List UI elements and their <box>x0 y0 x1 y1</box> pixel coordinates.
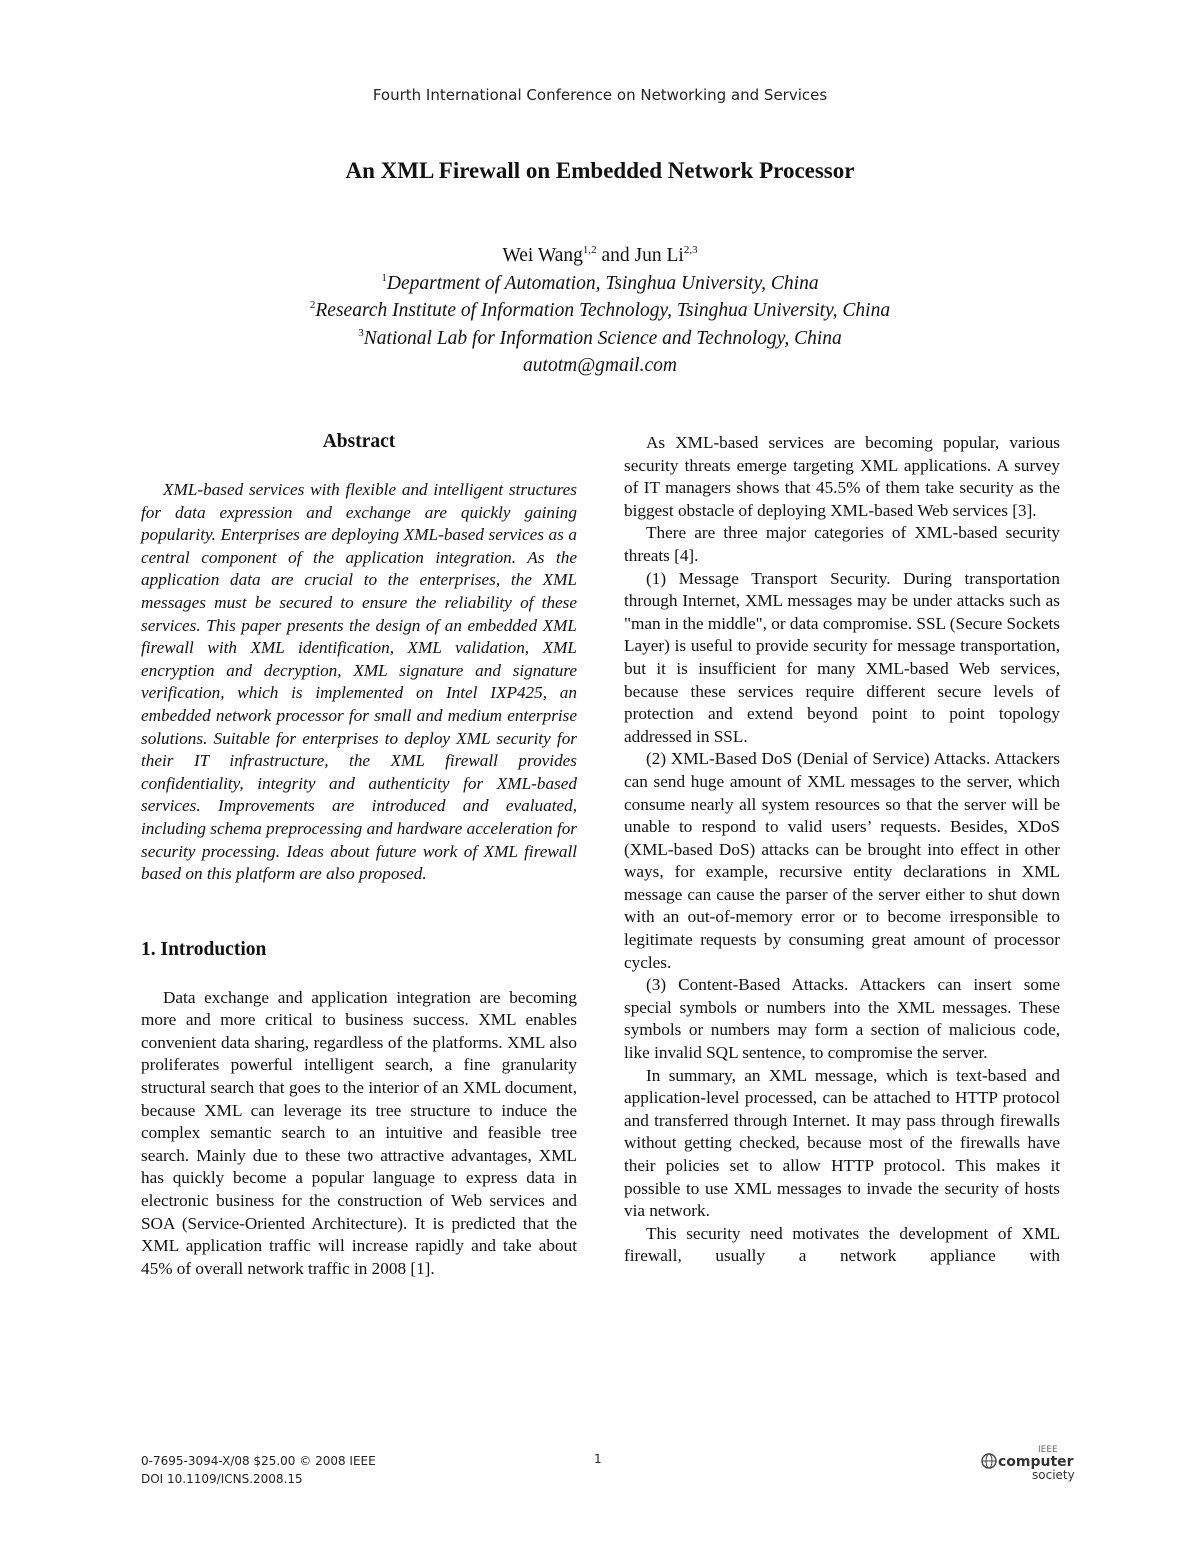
page-number: 1 <box>594 1452 602 1466</box>
footer-copyright <box>141 1452 376 1488</box>
left-column <box>141 430 577 1280</box>
logo-society-text: society <box>1032 1468 1075 1482</box>
affiliation-superscript: 1 <box>381 271 387 284</box>
affiliation-text: Department of Automation, Tsinghua University, China <box>386 272 819 294</box>
author-conjunction: and <box>596 245 635 266</box>
ieee-computer-society-logo <box>980 1444 1090 1486</box>
author-name: Jun Li <box>634 245 684 266</box>
affiliation-superscript: 2 <box>309 299 316 311</box>
affiliation-superscript: 3 <box>358 326 364 339</box>
affiliation <box>0 297 1200 325</box>
right-column <box>624 432 1060 1268</box>
footer-isbn: 0-7695-3094-X/08 $25.00 © 2008 IEEE <box>141 1454 376 1468</box>
body-paragraph: In summary, an XML message, which is text-based and application-level processed, can be attached to HTTP protocol and transferred through Internet. It may pass through firewalls without getting checked, because most of the firewalls have their policies set to allow HTTP protocol. This makes it possible to use XML messages to invade the security of hosts via network. <box>624 1065 1060 1221</box>
affiliation <box>0 270 1200 298</box>
body-paragraph: Data exchange and application integration are becoming more and more critical to business success. XML enables convenient data sharing, regardless of the platforms. XML also proliferates powerful intelligent search, a fine granularity structural search that goes to the interior of an XML document, because XML can leverage its tree structure to induce the complex semantic search to an intuitive and feasible tree search. Mainly due to these two attractive advantages, XML has quickly become a popular language to express data in electronic business for the construction of Web services and SOA (Service-Oriented Architecture). It is predicted that the XML application traffic will increase rapidly and take about 45% of overall network traffic in 2008 [1]. <box>141 987 577 1278</box>
affiliation-text: Research Institute of Information Technology, Tsinghua University, China <box>315 300 891 321</box>
author-block <box>0 242 1200 380</box>
author-superscript: 2,3 <box>683 244 698 256</box>
logo-ieee-text: IEEE <box>1038 1445 1058 1455</box>
abstract-text: XML-based services with flexible and intelligent structures for data expression and exchange are quickly gaining popularity. Enterprises are deploying XML-based services as a central component of the application integration. As the application data are crucial to the enterprises, the XML messages must be secured to ensure the reliability of these services. This paper presents the design of an embedded XML firewall with XML identification, XML validation, XML encryption and decryption, XML signature and signature verification, which is implemented on Intel IXP425, an embedded network processor for small and medium enterprise solutions. Suitable for enterprises to deploy XML security for their IT infrastructure, the XML firewall provides confidentiality, integrity and authenticity for XML-based services. Improvements are introduced and evaluated, including schema preprocessing and hardware acceleration for security processing. Ideas about future work of XML firewall based on this platform are also proposed. <box>141 480 577 884</box>
author-name: Wei Wang <box>502 245 583 266</box>
section-heading-introduction: 1. Introduction <box>141 938 267 960</box>
body-paragraph: This security need motivates the development of XML firewall, usually a network appliance with <box>624 1223 1060 1266</box>
affiliation <box>0 325 1200 353</box>
author-line <box>0 242 1200 270</box>
body-paragraph: As XML-based services are becoming popular, various security threats emerge targeting XML applications. A survey of IT managers shows that 45.5% of them take security as the biggest obstacle of deploying XML-based Web services [3]. <box>624 433 1060 520</box>
body-paragraph: (3) Content-Based Attacks. Attackers can insert some special symbols or numbers into the XML messages. These symbols or numbers may form a section of malicious code, like invalid SQL sentence, to compromise the server. <box>624 975 1060 1063</box>
affiliation-text: National Lab for Information Science and Technology, China <box>363 327 842 349</box>
body-paragraph: (1) Message Transport Security. During transportation through Internet, XML messages may be under attacks such as "man in the middle", or data compromise. SSL (Secure Sockets Layer) is useful to provide security for message transportation, but it is insufficient for many XML-based Web services, because these services require different secure levels of protection and extend beyond point to point topology addressed in SSL. <box>624 568 1060 746</box>
abstract-heading: Abstract <box>322 431 396 452</box>
paper-title: An XML Firewall on Embedded Network Processor <box>345 158 855 183</box>
computer-society-logo-icon <box>980 1444 1090 1486</box>
conference-header: Fourth International Conference on Networking and Services <box>372 86 828 104</box>
body-paragraph: (2) XML-Based DoS (Denial of Service) Attacks. Attackers can send huge amount of XML messages to the server, which consume nearly all system resources so that the server will be unable to respond to valid users’ requests. Besides, XDoS (XML-based DoS) attacks can be brought into effect in other ways, for example, recursive entity declarations in XML message can cause the parser of the server either to shut down with an out-of-memory error or to become irresponsible to legitimate requests by consuming great amount of processor cycles. <box>624 749 1060 972</box>
body-paragraph: There are three major categories of XML-based security threats [4]. <box>624 523 1060 565</box>
footer-doi: DOI 10.1109/ICNS.2008.15 <box>141 1472 303 1486</box>
logo-computer-text: computer <box>998 1454 1074 1470</box>
author-superscript: 1,2 <box>582 244 597 256</box>
author-email: autotm@gmail.com <box>523 355 677 376</box>
